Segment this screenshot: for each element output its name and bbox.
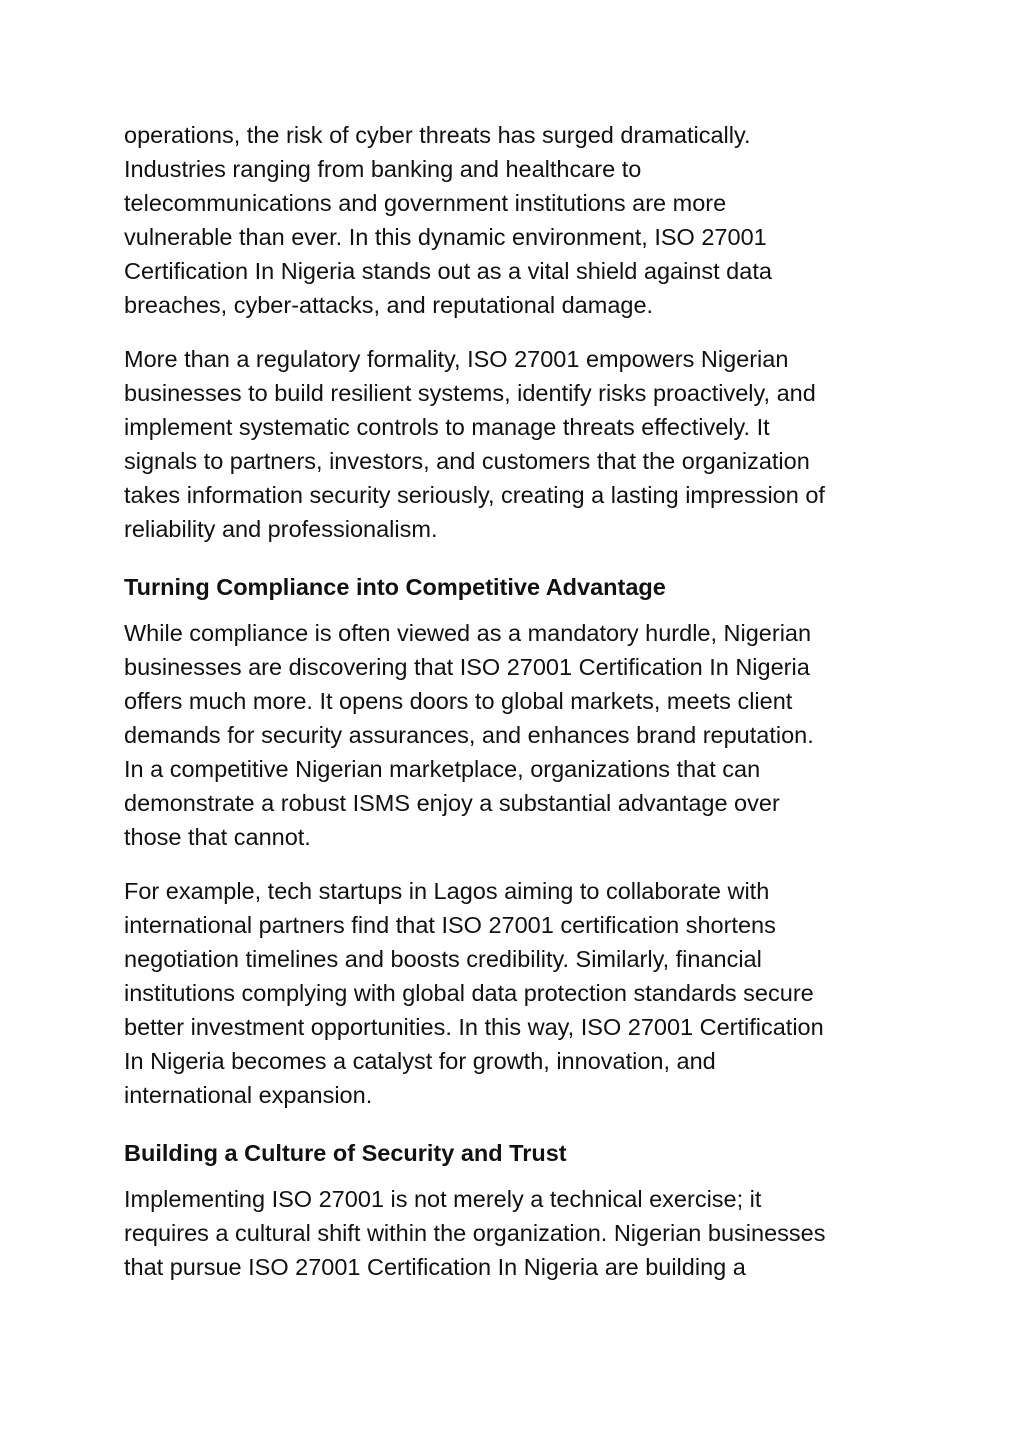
text-line: international partners find that ISO 27001 certification shortens	[124, 912, 776, 938]
text-line: requires a cultural shift within the organization. Nigerian businesses	[124, 1220, 826, 1246]
text-line: businesses are discovering that ISO 27001 Certification In Nigeria	[124, 654, 810, 680]
text-line: takes information security seriously, creating a lasting impression of	[124, 482, 825, 508]
text-line: In Nigeria becomes a catalyst for growth, innovation, and	[124, 1048, 716, 1074]
paragraph-cultural-shift	[124, 1182, 904, 1284]
text-line: Industries ranging from banking and healthcare to	[124, 156, 642, 182]
section-heading-competitive-advantage: Turning Compliance into Competitive Advantage	[124, 574, 666, 600]
text-line: international expansion.	[124, 1082, 373, 1108]
text-line: implement systematic controls to manage threats effectively. It	[124, 414, 770, 440]
text-line: signals to partners, investors, and customers that the organization	[124, 448, 810, 474]
section-heading-culture-of-security: Building a Culture of Security and Trust	[124, 1140, 567, 1166]
text-line: those that cannot.	[124, 824, 311, 850]
paragraph-tech-startups	[124, 874, 904, 1112]
text-line: negotiation timelines and boosts credibility. Similarly, financial	[124, 946, 762, 972]
text-line: institutions complying with global data protection standards secure	[124, 980, 814, 1006]
text-line: better investment opportunities. In this way, ISO 27001 Certification	[124, 1014, 824, 1040]
text-line: breaches, cyber-attacks, and reputational damage.	[124, 292, 654, 318]
text-line: In a competitive Nigerian marketplace, organizations that can	[124, 756, 761, 782]
text-line: reliability and professionalism.	[124, 516, 438, 542]
text-line: demands for security assurances, and enhances brand reputation.	[124, 722, 814, 748]
text-line: businesses to build resilient systems, identify risks proactively, and	[124, 380, 816, 406]
text-line: More than a regulatory formality, ISO 27001 empowers Nigerian	[124, 346, 789, 372]
text-line: For example, tech startups in Lagos aiming to collaborate with	[124, 878, 770, 904]
text-line: operations, the risk of cyber threats has surged dramatically.	[124, 122, 751, 148]
paragraph-compliance-hurdle	[124, 616, 904, 854]
text-line: vulnerable than ever. In this dynamic environment, ISO 27001	[124, 224, 767, 250]
document-page	[124, 118, 904, 1284]
text-line: While compliance is often viewed as a mandatory hurdle, Nigerian	[124, 620, 812, 646]
text-line: telecommunications and government institutions are more	[124, 190, 727, 216]
paragraph-cyber-threats	[124, 118, 904, 322]
paragraph-regulatory-formality	[124, 342, 904, 546]
text-line: that pursue ISO 27001 Certification In Nigeria are building a	[124, 1254, 746, 1280]
text-line: offers much more. It opens doors to global markets, meets client	[124, 688, 793, 714]
text-line: demonstrate a robust ISMS enjoy a substantial advantage over	[124, 790, 780, 816]
text-line: Implementing ISO 27001 is not merely a technical exercise; it	[124, 1186, 762, 1212]
text-line: Certification In Nigeria stands out as a vital shield against data	[124, 258, 772, 284]
